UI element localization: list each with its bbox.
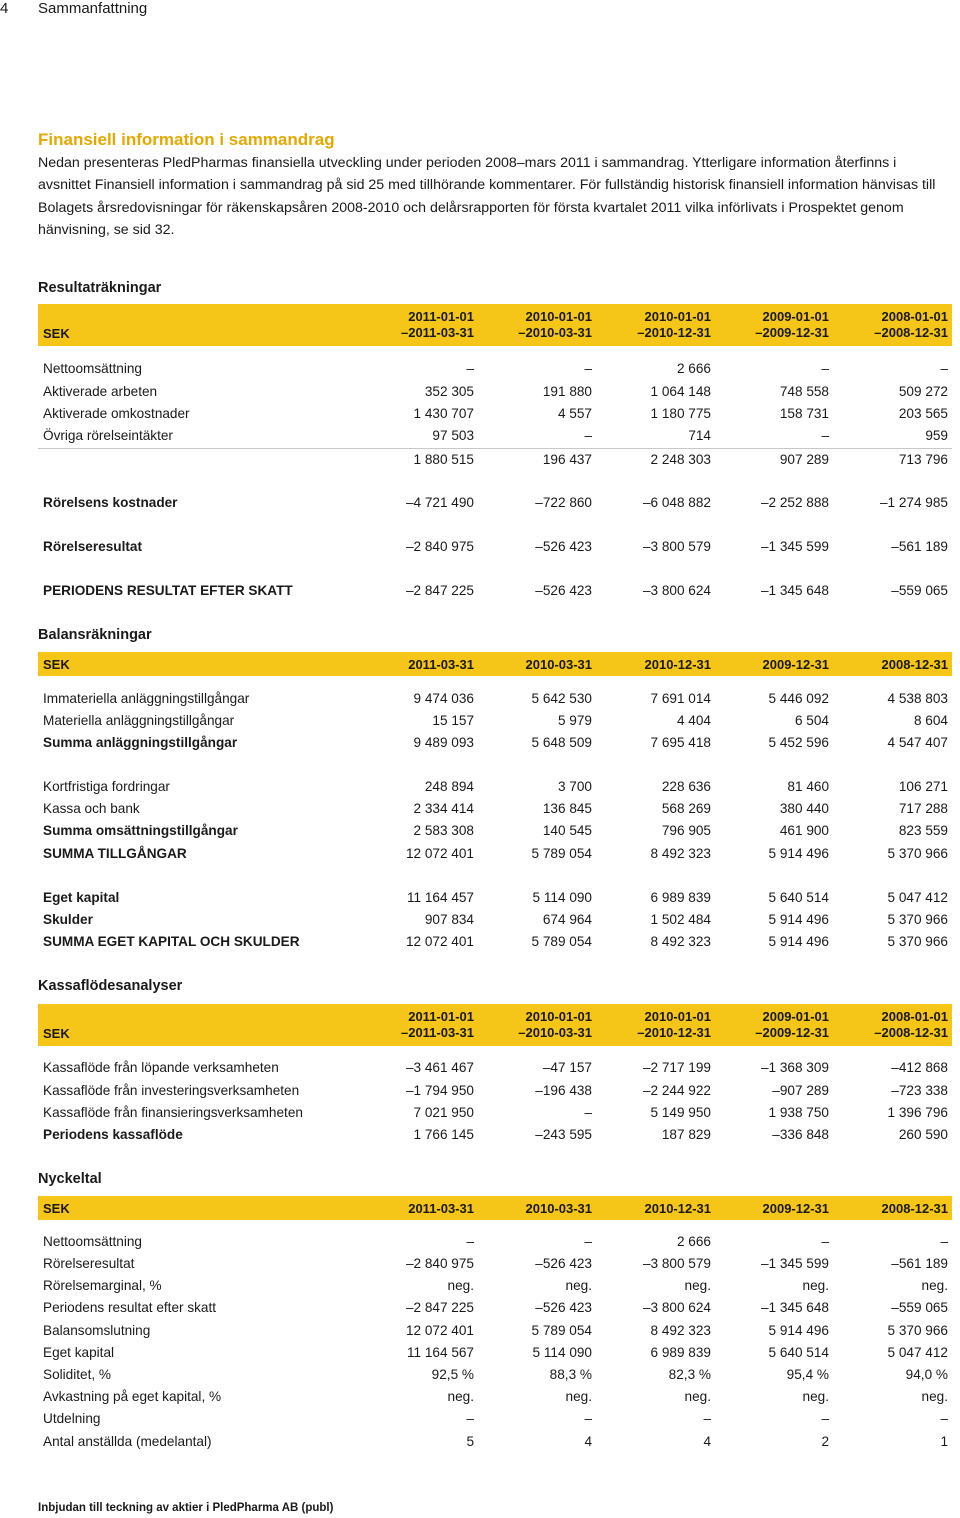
cell: – xyxy=(466,361,474,376)
cell: –559 065 xyxy=(891,583,948,598)
cell: 5 370 966 xyxy=(887,846,948,861)
balance-date: 2010-03-31 xyxy=(525,657,592,672)
table-row xyxy=(38,1431,952,1453)
row-label: PERIODENS RESULTAT EFTER SKATT xyxy=(43,583,293,598)
cell: 713 796 xyxy=(898,452,948,467)
cell: –3 800 624 xyxy=(642,583,711,598)
cell: 140 545 xyxy=(542,823,592,838)
cell: 5 642 530 xyxy=(531,691,592,706)
ratios-date: 2009-12-31 xyxy=(762,1201,829,1216)
cell: – xyxy=(940,361,948,376)
cell: –2 840 975 xyxy=(405,1256,474,1271)
cell: 5 914 496 xyxy=(768,1323,829,1338)
cell: 4 547 407 xyxy=(887,735,948,750)
row-label: Kassaflöde från löpande verksamheten xyxy=(43,1060,279,1075)
cell: –907 289 xyxy=(772,1083,829,1098)
page-footer: Inbjudan till teckning av aktier i PledPharma AB (publ) xyxy=(38,1502,334,1514)
table-row xyxy=(38,1080,952,1102)
cell: 5 640 514 xyxy=(768,1345,829,1360)
row-label: Antal anställda (medelantal) xyxy=(43,1434,212,1449)
cell: –1 345 648 xyxy=(760,1300,829,1315)
cell: 2 583 308 xyxy=(413,823,474,838)
subtotal-row xyxy=(38,449,952,471)
period-from: 2008-01-01 xyxy=(881,309,948,324)
cell: 7 691 014 xyxy=(650,691,711,706)
cell: –3 800 624 xyxy=(642,1300,711,1315)
cell: – xyxy=(584,1105,592,1120)
cell: –2 847 225 xyxy=(405,583,474,598)
cell: 8 604 xyxy=(913,713,948,728)
row-label: Summa omsättningstillgångar xyxy=(43,823,238,838)
cell: 81 460 xyxy=(787,779,829,794)
table-row xyxy=(38,1342,952,1364)
cell: –3 800 579 xyxy=(642,539,711,554)
row-label: Immateriella anläggningstillgångar xyxy=(43,691,250,706)
table-row xyxy=(38,1297,952,1319)
table-row xyxy=(38,1231,952,1253)
cell: 1 938 750 xyxy=(768,1105,829,1120)
cell: – xyxy=(584,1234,592,1249)
cell: – xyxy=(584,1411,592,1426)
table-row xyxy=(38,1320,952,1342)
table-row xyxy=(38,381,952,403)
cell: 2 666 xyxy=(676,361,711,376)
period-from: 2010-01-01 xyxy=(525,309,592,324)
row-label: Kassaflöde från investeringsverksamheten xyxy=(43,1083,300,1098)
cell: 260 590 xyxy=(898,1127,948,1142)
cell: 1 766 145 xyxy=(413,1127,474,1142)
cell: 9 489 093 xyxy=(413,735,474,750)
cell: –2 244 922 xyxy=(642,1083,711,1098)
cell: 5 648 509 xyxy=(531,735,592,750)
period-to: –2010-12-31 xyxy=(637,325,711,340)
cell: neg. xyxy=(684,1278,711,1293)
period-from: 2010-01-01 xyxy=(644,1009,711,1024)
cell: neg. xyxy=(447,1278,474,1293)
cell: 380 440 xyxy=(779,801,829,816)
cell: neg. xyxy=(565,1278,592,1293)
period-from: 2011-01-01 xyxy=(408,1009,474,1024)
cell: –722 860 xyxy=(535,495,592,510)
intro-paragraph: Nedan presenteras PledPharmas finansiella utveckling under perioden 2008–mars 2011 i sammandrag. Ytterligare information återfinns i avsnittet Finansiell information i sammandrag på sid 25 med tillhörande kommentarer. För fullständig historisk finansiell information hänvisas till Bolagets årsredovisningar för räkenskapsåren 2008-2010 och delårsrapporten för första kvartalet 2011 vilka införlivats i Prospektet genom hänvisning, se sid 32. xyxy=(38,155,936,238)
cell: –723 338 xyxy=(891,1083,948,1098)
cell: 187 829 xyxy=(661,1127,711,1142)
cell: 748 558 xyxy=(779,384,829,399)
cell: 4 557 xyxy=(557,406,592,421)
cell: 2 xyxy=(821,1434,829,1449)
cell: 5 789 054 xyxy=(531,934,592,949)
table-row xyxy=(38,776,952,798)
period-to: –2009-12-31 xyxy=(755,325,829,340)
period-from: 2010-01-01 xyxy=(644,309,711,324)
cell: – xyxy=(584,428,592,443)
period-from: 2008-01-01 xyxy=(881,1009,948,1024)
cashflow-period-5 xyxy=(808,1009,948,1041)
table-row xyxy=(38,492,952,514)
cell: neg. xyxy=(921,1389,948,1404)
cell: 4 538 803 xyxy=(887,691,948,706)
balance-header xyxy=(38,652,952,676)
cell: 12 072 401 xyxy=(405,934,474,949)
ratios-date: 2011-03-31 xyxy=(408,1201,474,1216)
cell: –526 423 xyxy=(535,1256,592,1271)
row-label: Avkastning på eget kapital, % xyxy=(43,1389,222,1404)
cell: 568 269 xyxy=(661,801,711,816)
cell: 714 xyxy=(688,428,711,443)
cell: 2 666 xyxy=(676,1234,711,1249)
table-row xyxy=(38,887,952,909)
table-row xyxy=(38,536,952,558)
cell: 3 700 xyxy=(557,779,592,794)
period-to: –2009-12-31 xyxy=(755,1025,829,1040)
cell: –561 189 xyxy=(891,539,948,554)
cell: 8 492 323 xyxy=(650,846,711,861)
table-row xyxy=(38,425,952,447)
cell: neg. xyxy=(565,1389,592,1404)
cell: –1 274 985 xyxy=(879,495,948,510)
row-label: Soliditet, % xyxy=(43,1367,112,1382)
cell: 5 047 412 xyxy=(887,1345,948,1360)
row-label: Rörelsemarginal, % xyxy=(43,1278,162,1293)
cell: 2 248 303 xyxy=(650,452,711,467)
table-row xyxy=(38,1102,952,1124)
cell: 248 894 xyxy=(424,779,474,794)
cell: 5 047 412 xyxy=(887,890,948,905)
row-label: Kassa och bank xyxy=(43,801,140,816)
cell: 461 900 xyxy=(779,823,829,838)
cell: 1 430 707 xyxy=(413,406,474,421)
cell: 12 072 401 xyxy=(405,846,474,861)
row-label: Rörelseresultat xyxy=(43,539,142,554)
cell: 5 370 966 xyxy=(887,912,948,927)
cell: neg. xyxy=(802,1389,829,1404)
row-label: Aktiverade arbeten xyxy=(43,384,158,399)
cashflow-unit: SEK xyxy=(43,1026,70,1041)
period-to: –2010-12-31 xyxy=(637,1025,711,1040)
cell: 6 989 839 xyxy=(650,1345,711,1360)
cell: 907 289 xyxy=(779,452,829,467)
cell: 9 474 036 xyxy=(413,691,474,706)
cell: –3 461 467 xyxy=(405,1060,474,1075)
period-from: 2009-01-01 xyxy=(762,309,829,324)
cashflow-title: Kassaflödesanalyser xyxy=(38,978,183,994)
cell: – xyxy=(940,1234,948,1249)
row-label: Kassaflöde från finansieringsverksamheten xyxy=(43,1105,303,1120)
cell: 907 834 xyxy=(424,912,474,927)
cell: 1 396 796 xyxy=(887,1105,948,1120)
cell: – xyxy=(821,1411,829,1426)
income-header xyxy=(38,304,952,346)
row-label: Periodens resultat efter skatt xyxy=(43,1300,217,1315)
cell: 5 149 950 xyxy=(650,1105,711,1120)
cashflow-header xyxy=(38,1004,952,1046)
cell: 5 370 966 xyxy=(887,934,948,949)
table-row xyxy=(38,798,952,820)
cell: –1 794 950 xyxy=(405,1083,474,1098)
ratios-date: 2010-03-31 xyxy=(525,1201,592,1216)
cell: 8 492 323 xyxy=(650,934,711,949)
table-row xyxy=(38,403,952,425)
cell: 5 370 966 xyxy=(887,1323,948,1338)
cell: –561 189 xyxy=(891,1256,948,1271)
cell: –4 721 490 xyxy=(405,495,474,510)
cell: –526 423 xyxy=(535,1300,592,1315)
period-from: 2009-01-01 xyxy=(762,1009,829,1024)
table-row xyxy=(38,1275,952,1297)
period-from: 2010-01-01 xyxy=(525,1009,592,1024)
cell: 5 789 054 xyxy=(531,846,592,861)
cell: 5 446 092 xyxy=(768,691,829,706)
ratios-unit: SEK xyxy=(43,1201,70,1216)
cell: 5 114 090 xyxy=(532,1345,592,1360)
cell: –2 847 225 xyxy=(405,1300,474,1315)
table-row xyxy=(38,931,952,953)
period-to: –2011-03-31 xyxy=(400,1025,474,1040)
cell: 203 565 xyxy=(898,406,948,421)
table-row xyxy=(38,580,952,602)
section-title: Finansiell information i sammandrag xyxy=(38,130,335,149)
cell: 5 979 xyxy=(557,713,592,728)
cell: 6 989 839 xyxy=(650,890,711,905)
cell: 92,5 % xyxy=(431,1367,474,1382)
row-label: SUMMA EGET KAPITAL OCH SKULDER xyxy=(43,934,300,949)
cell: 2 334 414 xyxy=(413,801,474,816)
cell: – xyxy=(940,1411,948,1426)
cell: 7 695 418 xyxy=(650,735,711,750)
balance-date: 2008-12-31 xyxy=(881,657,948,672)
row-label: Rörelsens kostnader xyxy=(43,495,178,510)
row-label: Övriga rörelseintäkter xyxy=(43,428,173,443)
cell: 717 288 xyxy=(898,801,948,816)
cell: –2 717 199 xyxy=(642,1060,711,1075)
cell: –1 345 648 xyxy=(760,583,829,598)
balance-unit: SEK xyxy=(43,657,70,672)
row-label: Nettoomsättning xyxy=(43,361,142,376)
cell: –559 065 xyxy=(891,1300,948,1315)
balance-date: 2010-12-31 xyxy=(644,657,711,672)
cell: 1 xyxy=(940,1434,948,1449)
table-row xyxy=(38,1408,952,1430)
cell: neg. xyxy=(921,1278,948,1293)
row-label: Nettoomsättning xyxy=(43,1234,142,1249)
cell: 674 964 xyxy=(542,912,592,927)
cell: – xyxy=(466,1234,474,1249)
period-from: 2011-01-01 xyxy=(408,309,474,324)
page-header-title: Sammanfattning xyxy=(38,0,148,17)
cell: 97 503 xyxy=(432,428,474,443)
balance-date: 2009-12-31 xyxy=(762,657,829,672)
row-label: Eget kapital xyxy=(43,890,120,905)
cell: 509 272 xyxy=(898,384,948,399)
table-row xyxy=(38,732,952,754)
cell: –526 423 xyxy=(535,583,592,598)
cell: 158 731 xyxy=(779,406,829,421)
ratios-title: Nyckeltal xyxy=(38,1171,102,1187)
cell: 4 404 xyxy=(676,713,711,728)
cell: –412 868 xyxy=(891,1060,948,1075)
cell: – xyxy=(466,1411,474,1426)
row-label: Skulder xyxy=(43,912,93,927)
cell: 15 157 xyxy=(432,713,474,728)
cell: 5 914 496 xyxy=(768,846,829,861)
row-label: Utdelning xyxy=(43,1411,101,1426)
cell: –1 345 599 xyxy=(760,539,829,554)
cell: 4 xyxy=(584,1434,592,1449)
cell: 228 636 xyxy=(661,779,711,794)
cell: 6 504 xyxy=(794,713,829,728)
cell: 7 021 950 xyxy=(413,1105,474,1120)
balance-date: 2011-03-31 xyxy=(408,657,474,672)
table-row xyxy=(38,820,952,842)
row-label: Eget kapital xyxy=(43,1345,115,1360)
cell: 1 180 775 xyxy=(650,406,711,421)
row-label: Materiella anläggningstillgångar xyxy=(43,713,235,728)
cell: 191 880 xyxy=(542,384,592,399)
row-label: Periodens kassaflöde xyxy=(43,1127,183,1142)
row-label: Rörelseresultat xyxy=(43,1256,135,1271)
cell: 95,4 % xyxy=(786,1367,829,1382)
income-title: Resultaträkningar xyxy=(38,280,162,296)
table-row xyxy=(38,688,952,710)
period-to: –2008-12-31 xyxy=(874,325,948,340)
income-unit: SEK xyxy=(43,326,70,341)
cell: 136 845 xyxy=(542,801,592,816)
table-row xyxy=(38,710,952,732)
cell: 5 xyxy=(466,1434,474,1449)
cell: – xyxy=(821,428,829,443)
cell: – xyxy=(821,361,829,376)
cell: 11 164 567 xyxy=(406,1345,474,1360)
table-row xyxy=(38,1057,952,1079)
cell: –1 368 309 xyxy=(760,1060,829,1075)
cell: –2 840 975 xyxy=(405,539,474,554)
row-label: SUMMA TILLGÅNGAR xyxy=(43,846,187,861)
cell: 4 xyxy=(703,1434,711,1449)
table-row xyxy=(38,1364,952,1386)
cell: 196 437 xyxy=(542,452,592,467)
cell: 5 914 496 xyxy=(768,912,829,927)
table-row xyxy=(38,358,952,380)
cell: 11 164 457 xyxy=(406,890,474,905)
cell: –3 800 579 xyxy=(642,1256,711,1271)
cell: 106 271 xyxy=(898,779,948,794)
ratios-header xyxy=(38,1196,952,1220)
period-to: –2010-03-31 xyxy=(518,1025,592,1040)
cell: –6 048 882 xyxy=(642,495,711,510)
cell: 5 789 054 xyxy=(531,1323,592,1338)
cell: 352 305 xyxy=(424,384,474,399)
cell: 5 452 596 xyxy=(768,735,829,750)
cell: 12 072 401 xyxy=(405,1323,474,1338)
cell: 88,3 % xyxy=(549,1367,592,1382)
cell: –336 848 xyxy=(772,1127,829,1142)
cell: 1 880 515 xyxy=(413,452,474,467)
row-label: Kortfristiga fordringar xyxy=(43,779,170,794)
row-label: Summa anläggningstillgångar xyxy=(43,735,238,750)
cell: 5 914 496 xyxy=(768,934,829,949)
cell: 5 640 514 xyxy=(768,890,829,905)
cell: 94,0 % xyxy=(905,1367,948,1382)
table-row xyxy=(38,1124,952,1146)
cell: 8 492 323 xyxy=(650,1323,711,1338)
cell: – xyxy=(703,1411,711,1426)
cell: –243 595 xyxy=(535,1127,592,1142)
cell: –526 423 xyxy=(535,539,592,554)
cell: neg. xyxy=(684,1389,711,1404)
ratios-date: 2008-12-31 xyxy=(881,1201,948,1216)
cell: 796 905 xyxy=(661,823,711,838)
period-to: –2011-03-31 xyxy=(400,325,474,340)
table-row xyxy=(38,843,952,865)
cell: 1 064 148 xyxy=(650,384,711,399)
cell: – xyxy=(821,1234,829,1249)
cell: –1 345 599 xyxy=(760,1256,829,1271)
cell: – xyxy=(584,361,592,376)
cell: –2 252 888 xyxy=(760,495,829,510)
ratios-date: 2010-12-31 xyxy=(644,1201,711,1216)
row-label: Aktiverade omkostnader xyxy=(43,406,190,421)
cell: 1 502 484 xyxy=(650,912,711,927)
table-row xyxy=(38,1253,952,1275)
table-row xyxy=(38,1386,952,1408)
cell: 823 559 xyxy=(898,823,948,838)
cell: –196 438 xyxy=(535,1083,592,1098)
cell: neg. xyxy=(447,1389,474,1404)
period-to: –2008-12-31 xyxy=(874,1025,948,1040)
balance-title: Balansräkningar xyxy=(38,627,152,643)
period-to: –2010-03-31 xyxy=(518,325,592,340)
table-row xyxy=(38,909,952,931)
income-period-5 xyxy=(808,309,948,341)
cell: 5 114 090 xyxy=(532,890,592,905)
cell: –47 157 xyxy=(542,1060,592,1075)
row-label: Balansomslutning xyxy=(43,1323,151,1338)
cell: neg. xyxy=(802,1278,829,1293)
page-number: 4 xyxy=(0,0,9,17)
cell: 82,3 % xyxy=(668,1367,711,1382)
cell: 959 xyxy=(925,428,948,443)
